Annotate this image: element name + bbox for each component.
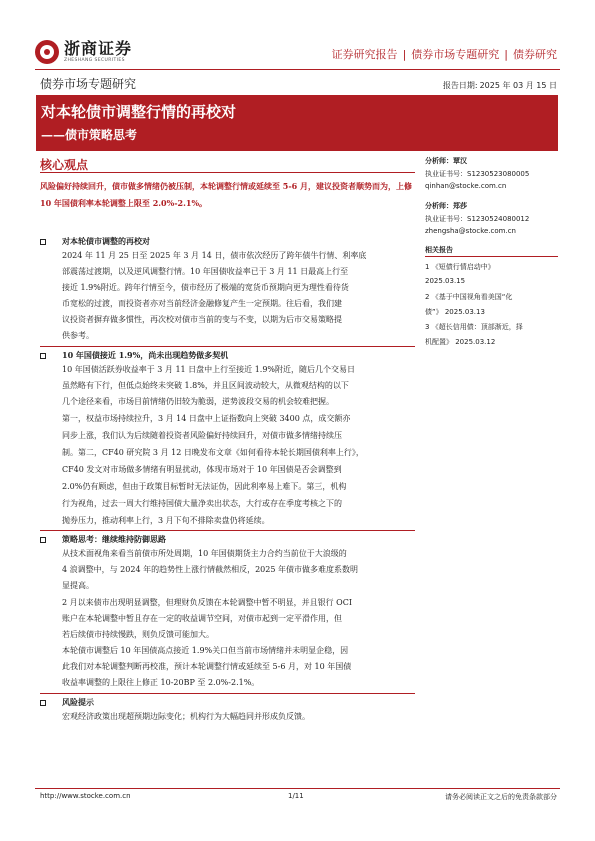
related-report-date: 2025.03.15 xyxy=(425,277,466,285)
body-line: 供参考。 xyxy=(62,331,94,340)
body-line: 议投资者摒弃做多惯性，再次校对债市当前的变与不变，以期为后市交易策略提 xyxy=(62,315,342,324)
section-divider xyxy=(40,346,415,347)
body-line: 行为视角，过去一周大行维持国债大量净卖出状态，大行或存在季度考核之下的 xyxy=(62,499,342,508)
report-date-value: 2025 年 03 月 15 日 xyxy=(479,81,557,90)
related-report-title: 《基于中国视角看美国“化 xyxy=(431,293,513,301)
body-line: 本轮债市调整后 10 年国债高点接近 1.9%关口但当前市场情绪并未明显企稳，因 xyxy=(62,646,349,655)
section-title: 策略思考：继续维持防御思路 xyxy=(62,534,166,544)
core-view-divider xyxy=(40,172,415,173)
section-heading xyxy=(40,350,228,361)
section-heading xyxy=(40,697,94,708)
related-report-item[interactable] xyxy=(425,292,512,302)
square-bullet-icon xyxy=(40,353,46,359)
related-report-item[interactable] xyxy=(425,322,523,332)
body-line: 接近 1.9%附近。跨年行情至今，债市经历了极端的宽货币预期向更为理性看待货 xyxy=(62,283,349,292)
tag-bond-research: 债券研究 xyxy=(513,48,557,61)
square-bullet-icon xyxy=(40,700,46,706)
related-report-item[interactable] xyxy=(425,262,495,272)
related-report-title: 《超长信用债：顶部渐近，择 xyxy=(431,323,523,331)
related-report-number: 1 xyxy=(425,263,430,271)
document-type: 债券市场专题研究 xyxy=(40,77,137,91)
report-date xyxy=(443,80,557,91)
tag-securities-research: 证券研究报告 xyxy=(331,48,398,61)
related-reports-divider xyxy=(425,256,558,257)
analyst-name: 覃汉 xyxy=(453,157,467,165)
square-bullet-icon xyxy=(40,239,46,245)
related-report-number: 2 xyxy=(425,293,430,301)
body-line: 抛券压力，推动利率上行，3 月下旬不排除卖盘仍将延续。 xyxy=(62,516,270,525)
header-category-tags: 证券研究报告 | 债券市场专题研究 | 债券研究 xyxy=(331,48,557,61)
logo-name-cn: 浙商证券 xyxy=(64,39,133,58)
logo-icon xyxy=(35,40,59,64)
square-bullet-icon xyxy=(40,537,46,543)
analyst-name: 郑莎 xyxy=(453,202,467,210)
footer-website-link[interactable]: http://www.stocke.com.cn xyxy=(40,792,131,800)
tag-bond-market-topic: 债券市场专题研究 xyxy=(411,48,500,61)
analyst-cert: 执业证书号：S1230524080012 xyxy=(425,215,530,223)
body-line: CF40 发文对市场做多情绪有明显扰动，体现市场对于 10 年国债是否会调整到 xyxy=(62,465,342,474)
analyst-1-heading xyxy=(425,156,467,166)
body-line: 2.0%仍有顾虑，但由于政策目标暂时无法证伪，因此利率易上难下。第三，机构 xyxy=(62,482,347,491)
body-line: 部震荡过渡期，以及逆风调整行情。10 年国债收益率已于 3 月 11 日最高上行至 xyxy=(62,267,349,276)
logo-name-en: ZHESHANG SECURITIES xyxy=(64,58,125,63)
report-title: 对本轮债市调整行情的再校对 xyxy=(41,103,237,121)
report-date-label: 报告日期: xyxy=(442,81,478,90)
disclaimer-note: 请务必阅读正文之后的免责条款部分 xyxy=(445,793,557,801)
analyst-label: 分析师： xyxy=(425,157,453,165)
section-title: 对本轮债市调整的再校对 xyxy=(62,236,150,246)
header-divider xyxy=(35,69,560,70)
related-reports-heading: 相关报告 xyxy=(425,246,453,254)
body-line: 4 浪调整中，与 2024 年的趋势性上涨行情截然相反，2025 年债市做多难度系数明 xyxy=(62,565,358,574)
body-line: 账户在本轮调整中暂且存在一定的收益调节空间，对债市起到一定平滑作用，但 xyxy=(62,614,342,623)
body-line: 2 月以来债市出现明显调整，但理财负反馈在本轮调整中暂不明显，并且银行 OCI xyxy=(62,598,353,607)
page-number: 1/11 xyxy=(288,792,304,800)
related-report-date: 债”》 2025.03.13 xyxy=(425,308,485,316)
section-divider xyxy=(40,530,415,531)
company-logo xyxy=(35,40,132,64)
title-banner xyxy=(36,95,558,151)
body-line: 虽然略有下行，但低点始终未突破 1.8%，并且区间波动较大，从微观结构的以下 xyxy=(62,381,349,390)
analyst-cert: 执业证书号：S1230523080005 xyxy=(425,170,530,178)
analyst-label: 分析师： xyxy=(425,202,453,210)
body-line: 制。第二，CF40 研究院 3 月 12 日晚发布文章《如何看待本轮长期国债利率上行》， xyxy=(62,448,364,457)
section-title: 10 年国债接近 1.9%，尚未出现趋势做多契机 xyxy=(62,350,229,360)
body-line: 10 年国债活跃券收益率于 3 月 11 日盘中上行至接近 1.9%附近，随后几个交易日 xyxy=(62,365,356,374)
body-line: 第一，权益市场持续拉升，3 月 14 日盘中上证指数向上突破 3400 点，成交额亦 xyxy=(62,414,351,423)
core-view-summary: 风险偏好持续回升，债市做多情绪仍被压制，本轮调整行情或延续至 5-6 月，建议投资者顺势而为，上修 10 年国债利率本轮调整上限至 2.0%-2.1%。 xyxy=(40,181,413,208)
body-line: 此我们对本轮调整判断再校准，预计本轮调整行情或延续至 5-6 月，对 10 年国债 xyxy=(62,662,352,671)
body-line: 收益率调整的上限往上修正 10-20BP 至 2.0%-2.1%。 xyxy=(62,678,260,687)
related-report-number: 3 xyxy=(425,323,430,331)
section-divider xyxy=(40,693,415,694)
body-line: 若后续债市持续慢跌，则负反馈可能加大。 xyxy=(62,630,214,639)
body-line: 宏观经济政策出现超预期边际变化；机构行为大幅趋同并形成负反馈。 xyxy=(62,712,310,721)
section-heading xyxy=(40,236,150,247)
body-line: 币宽松的过渡，而投资者亦对当前经济金融修复产生一定预期。往后看，我们建 xyxy=(62,299,342,308)
related-report-date: 机配置》 2025.03.12 xyxy=(425,338,496,346)
report-subtitle: ——债市策略思考 xyxy=(41,128,138,142)
analyst-email[interactable]: qinhan@stocke.com.cn xyxy=(425,182,507,190)
body-line: 同步上涨，我们认为后续随着投资者风险偏好持续回升，对债市做多情绪持续压 xyxy=(62,431,342,440)
body-line: 几个途径来看，市场目前情绪仍旧较为脆弱，逆势波段交易的机会较难把握。 xyxy=(62,397,334,406)
analyst-2-heading xyxy=(425,201,467,211)
body-line: 2024 年 11 月 25 日至 2025 年 3 月 14 日，债市依次经历了跨年债牛行情、利率底 xyxy=(62,251,367,260)
analyst-email[interactable]: zhengsha@stocke.com.cn xyxy=(425,227,516,235)
related-report-title: 《短债行情启动中》 xyxy=(431,263,495,271)
core-view-heading: 核心观点 xyxy=(40,158,89,172)
body-line: 从技术面视角来看当前债市所处周期，10 年国债期货主力合约当前位于大浪级的 xyxy=(62,549,347,558)
footer-divider xyxy=(35,788,560,789)
section-heading xyxy=(40,534,166,545)
body-line: 显提高。 xyxy=(62,581,94,590)
section-title: 风险提示 xyxy=(62,697,94,707)
